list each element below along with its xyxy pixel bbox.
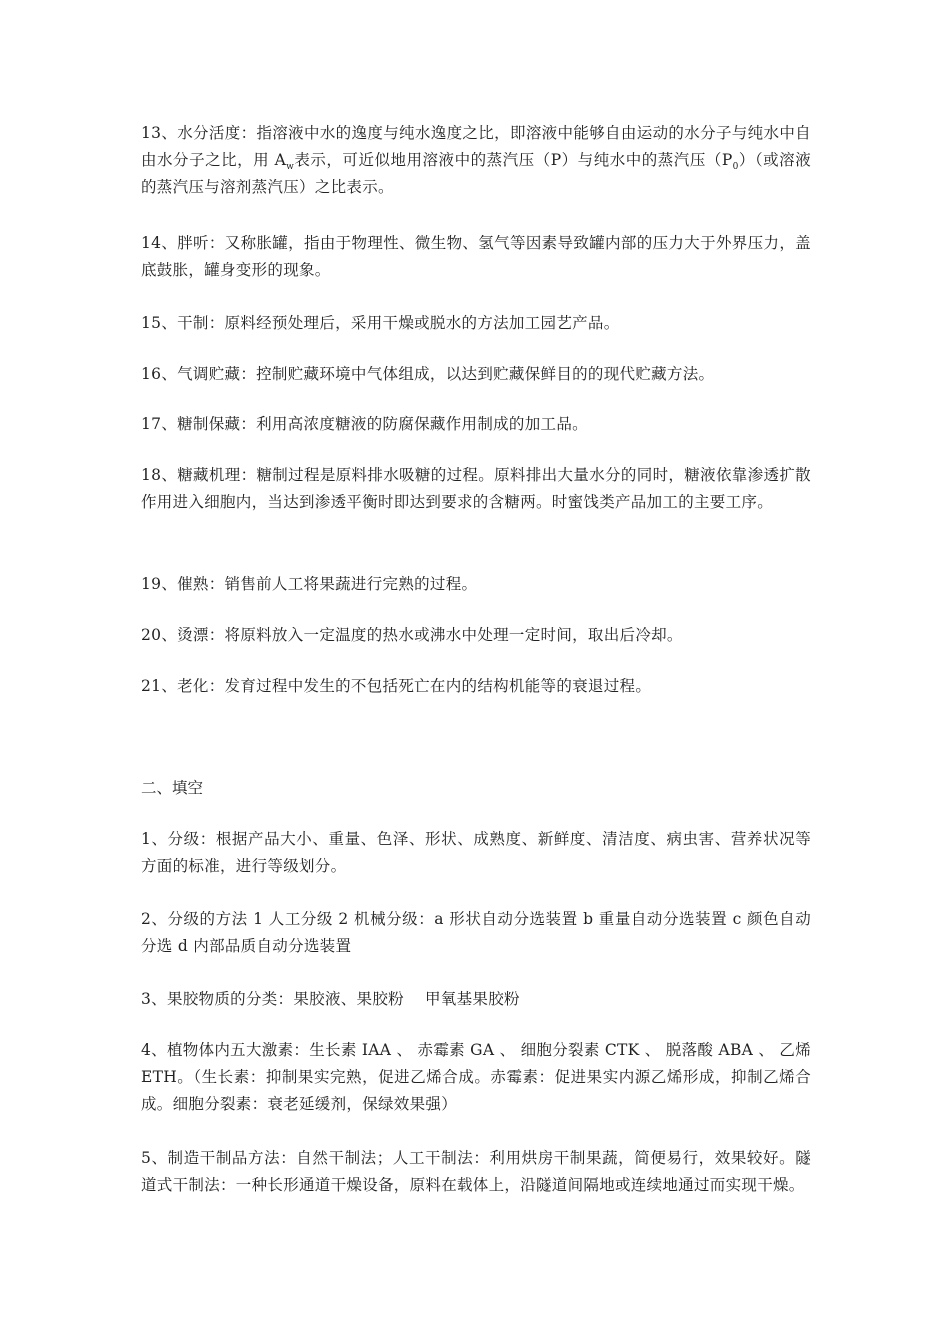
definition-13-text-a: 13、水分活度：指溶液中水的逸度与纯水逸度之比，即溶液中能够自由运动的水分子与纯水中自由水分子之比，用 A (141, 124, 811, 169)
fill-item-3: 3、果胶物质的分类：果胶液、果胶粉 甲氧基果胶粉 (141, 990, 520, 1008)
definition-20: 20、烫漂：将原料放入一定温度的热水或沸水中处理一定时间，取出后冷却。 (141, 626, 683, 644)
definition-13-text-b: 表示，可近似地用溶液中的蒸汽压（P）与纯水中的蒸汽压（P (294, 151, 733, 169)
fill-item-1: 1、分级：根据产品大小、重量、色泽、形状、成熟度、新鲜度、清洁度、病虫害、营养状况等方面的标准，进行等级划分。 (141, 830, 811, 875)
fill-item-5: 5、制造干制品方法：自然干制法；人工干制法：利用烘房干制果蔬，简便易行，效果较好。隧道式干制法：一种长形通道干燥设备，原料在载体上，沿隧道间隔地或连续地通过而实现干燥。 (141, 1149, 811, 1194)
fill-item-2: 2、分级的方法 1 人工分级 2 机械分级：a 形状自动分选装置 b 重量自动分选装置 c 颜色自动分选 d 内部品质自动分选装置 (141, 910, 811, 955)
subscript-w: w (286, 162, 295, 172)
definition-14: 14、胖听：又称胀罐，指由于物理性、微生物、氢气等因素导致罐内部的压力大于外界压力，盖底鼓胀，罐身变形的现象。 (141, 234, 811, 279)
definition-17: 17、糖制保藏：利用高浓度糖液的防腐保藏作用制成的加工品。 (141, 415, 588, 433)
definition-19: 19、催熟：销售前人工将果蔬进行完熟的过程。 (141, 575, 478, 593)
definition-16: 16、气调贮藏：控制贮藏环境中气体组成，以达到贮藏保鲜目的的现代贮藏方法。 (141, 365, 715, 383)
fill-item-4: 4、植物体内五大激素：生长素 IAA 、 赤霉素 GA 、 细胞分裂素 CTK 、 脱落酸 ABA 、 乙烯 ETH。（生长素：抑制果实完熟，促进乙烯合成。赤霉素：促进果实内源乙烯形成，抑制乙烯合成。细胞分裂素：衰老延缓剂，保绿效果强） (141, 1041, 811, 1113)
section-heading-fill-in: 二、填空 (141, 779, 204, 797)
definition-15: 15、干制：原料经预处理后，采用干燥或脱水的方法加工园艺产品。 (141, 314, 620, 332)
definition-13-text-c: ）（或溶液的蒸汽压与溶剂蒸汽压）之比表示。 (141, 151, 811, 196)
definition-18: 18、糖藏机理：糖制过程是原料排水吸糖的过程。原料排出大量水分的同时，糖液依靠渗透扩散作用进入细胞内，当达到渗透平衡时即达到要求的含糖两。时蜜饯类产品加工的主要工序。 (141, 466, 811, 511)
subscript-0: 0 (732, 162, 739, 172)
definition-21: 21、老化：发育过程中发生的不包括死亡在内的结构机能等的衰退过程。 (141, 677, 652, 695)
definition-13 (141, 120, 811, 201)
